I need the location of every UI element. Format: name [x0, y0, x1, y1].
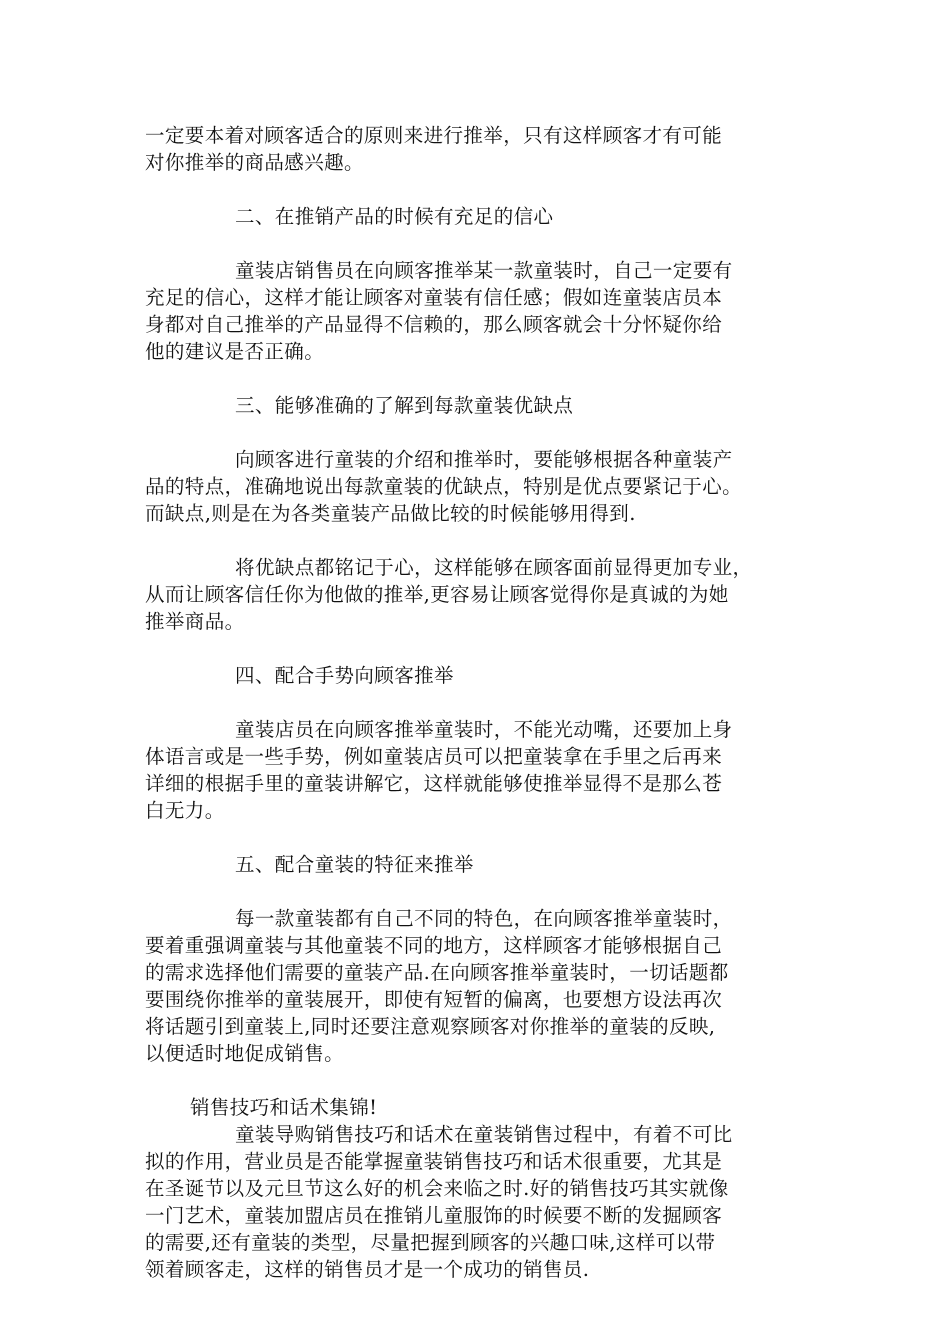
- text-line: 要围绕你推举的童装展开，即使有短暂的偏离，也要想方设法再次: [145, 988, 723, 1011]
- paragraph-confidence: [145, 257, 810, 365]
- paragraph-features: [145, 905, 810, 1067]
- text-line: 充足的信心，这样才能让顾客对童装有信任感；假如连童装店员本: [145, 286, 723, 309]
- text-line: 体语言或是一些手势，例如童装店员可以把童装拿在手里之后再来: [145, 745, 723, 768]
- section-heading-2: [145, 203, 810, 230]
- subtitle-text: 销售技巧和话术集锦!: [190, 1096, 378, 1119]
- text-line: 每一款童装都有自己不同的特色，在向顾客推举童装时，: [235, 907, 733, 930]
- text-line: 要着重强调童装与其他童装不同的地方，这样顾客才能够根据自己: [145, 934, 723, 957]
- paragraph-gestures: [145, 716, 810, 824]
- heading-text: 五、配合童装的特征来推举: [235, 853, 474, 876]
- text-line: 向顾客进行童装的介绍和推举时，要能够根据各种童装产: [235, 448, 733, 471]
- section-heading-3: [145, 392, 810, 419]
- text-line: 白无力。: [145, 799, 225, 822]
- subtitle-tips: [145, 1094, 810, 1121]
- text-line: 他的建议是否正确。: [145, 340, 325, 363]
- text-line: 一门艺术，童装加盟店员在推销儿童服饰的时候要不断的发掘顾客: [145, 1204, 723, 1227]
- text-line: 一定要本着对顾客适合的原则来进行推举，只有这样顾客才有可能: [145, 124, 723, 147]
- text-line: 将优缺点都铭记于心，这样能够在顾客面前显得更加专业，: [235, 556, 753, 579]
- text-line: 童装店销售员在向顾客推举某一款童装时，自己一定要有: [235, 259, 733, 282]
- text-line: 从而让顾客信任你为他做的推举,更容易让顾客觉得你是真诚的为她: [145, 583, 729, 606]
- text-line: 的需要,还有童装的类型，尽量把握到顾客的兴趣口味,这样可以带: [145, 1231, 716, 1254]
- section-heading-4: [145, 662, 810, 689]
- text-line: 童装店员在向顾客推举童装时，不能光动嘴，还要加上身: [235, 718, 733, 741]
- text-line: 在圣诞节以及元旦节这么好的机会来临之时.好的销售技巧其实就像: [145, 1177, 729, 1200]
- text-line: 将话题引到童装上,同时还要注意观察顾客对你推举的童装的反映,: [145, 1015, 716, 1038]
- text-line: 以便适时地促成销售。: [145, 1042, 345, 1065]
- text-line: 品的特点，准确地说出每款童装的优缺点，特别是优点要紧记于心。: [145, 475, 743, 498]
- text-line: 领着顾客走，这样的销售员才是一个成功的销售员.: [145, 1258, 590, 1281]
- section-heading-5: [145, 851, 810, 878]
- heading-text: 三、能够准确的了解到每款童装优缺点: [235, 394, 574, 417]
- heading-text: 二、在推销产品的时候有充足的信心: [235, 205, 554, 228]
- text-line: 而缺点,则是在为各类童装产品做比较的时候能够用得到.: [145, 502, 636, 525]
- text-line: 童装导购销售技巧和话术在童装销售过程中，有着不可比: [235, 1123, 733, 1146]
- text-line: 身都对自己推举的产品显得不信赖的，那么顾客就会十分怀疑你给: [145, 313, 723, 336]
- paragraph-intro: [145, 122, 810, 176]
- paragraph-remember: [145, 554, 810, 635]
- document-page: [145, 122, 810, 1283]
- text-line: 拟的作用，营业员是否能掌握童装销售技巧和话术很重要，尤其是: [145, 1150, 723, 1173]
- text-line: 详细的根据手里的童装讲解它，这样就能够使推举显得不是那么苍: [145, 772, 723, 795]
- text-line: 对你推举的商品感兴趣。: [145, 151, 364, 174]
- paragraph-pros-cons: [145, 446, 810, 527]
- heading-text: 四、配合手势向顾客推举: [235, 664, 454, 687]
- paragraph-sales-tips: [145, 1121, 810, 1283]
- text-line: 推举商品。: [145, 610, 245, 633]
- text-line: 的需求选择他们需要的童装产品.在向顾客推举童装时，一切话题都: [145, 961, 729, 984]
